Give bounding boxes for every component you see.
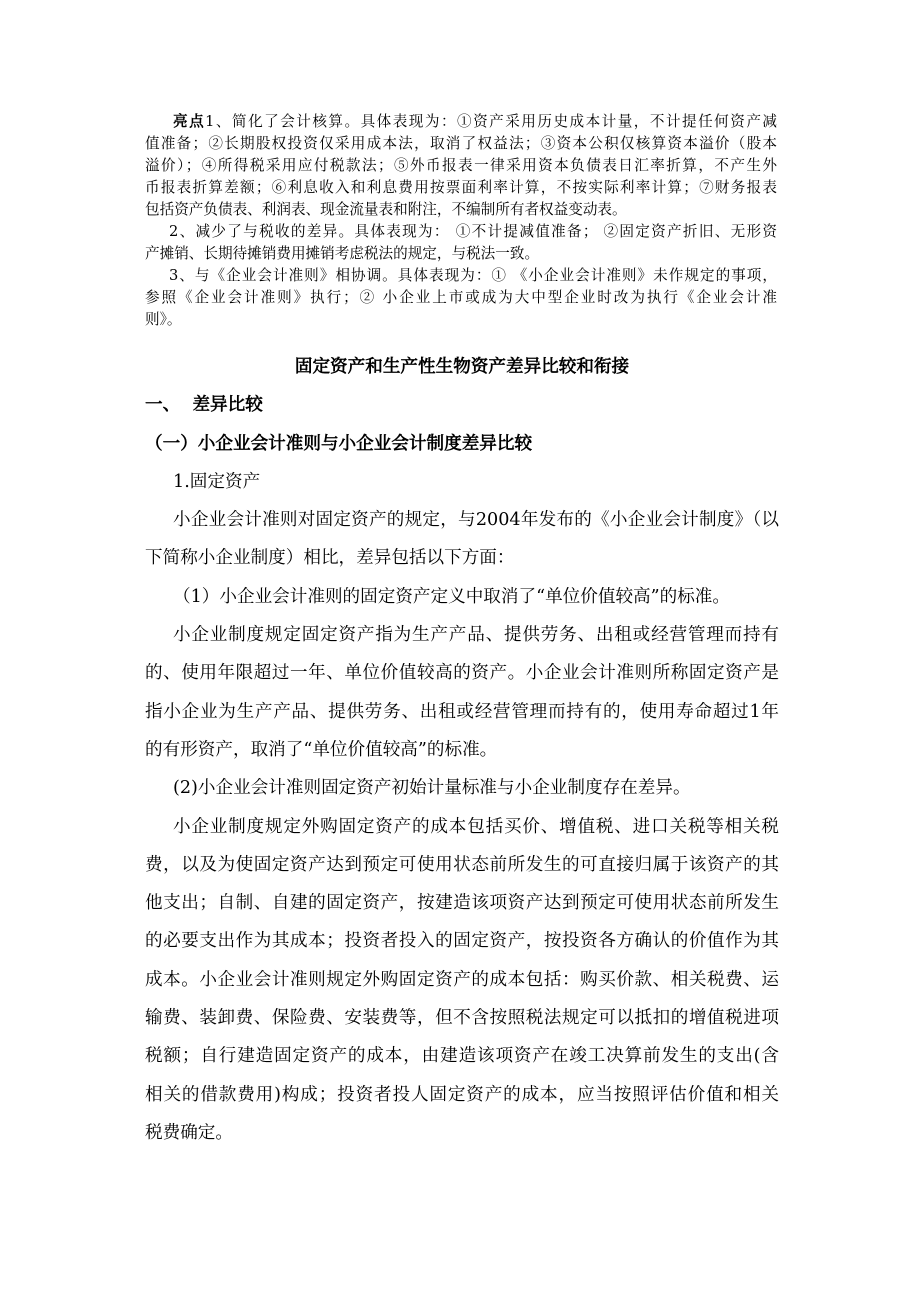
- paragraph-1: 小企业会计准则对固定资产的规定，与2004年发布的《小企业会计制度》（以 下简称小企业制度）相比，差异包括以下方面：: [145, 510, 779, 569]
- paragraph-3: 小企业制度规定外购固定资产的成本包括买价、增值税、进口关税等相关税 费，以及为使固定资产达到预定可使用状态前所发生的可直接归属于该资产的其 他支出；自制、自建的固定资产，按建造该项资产达到预定可使用状态前所发生 的必要支出作为其成本；投资者投入的固定资产，按投资各方确认的价值作为其 成本。小企业会计准则规定外购固定资产的成本包括：购买价款、相关税费、运 输费、装卸费、保险费、安装费等，但不含按照税法规定可以抵扣的增值税进项 税额；自行建造固定资产的成本，由建造该项资产在竣工决算前发生的支出(含 相关的借款费用)构成；投资者投人固定资产的成本，应当按照评估价值和相关 税费确定。: [145, 816, 779, 1143]
- highlight-paragraph-2: 2、减少了与税收的差异。具体表现为： ①不计提减值准备； ②固定资产折旧、无形资 产摊销、长期待摊销费用摊销考虑税法的规定，与税法一致。: [145, 223, 777, 262]
- highlights-section: [145, 111, 777, 331]
- highlight-paragraph-3: 3、与《企业会计准则》相协调。具体表现为：① 《小企业会计准则》未作规定的事项， 参照《企业会计准则》执行；② 小企业上市或成为大中型企业时改为执行《企业会计准 则》。: [145, 267, 777, 328]
- heading-2: （一）小企业会计准则与小企业会计制度差异比较: [145, 432, 533, 454]
- highlight-paragraph-1: 亮点1、简化了会计核算。具体表现为：①资产采用历史成本计量，不计提任何资产减 值准备；②长期股权投资仅采用成本法，取消了权益法；③资本公积仅核算资本溢价（股本 溢价）；④所得税采用应付税款法；⑤外币报表一律采用资本负债表日汇率折算，不产生外 币报表折算差额；⑥利息收入和利息费用按票面利率计算，不按实际利率计算；⑦财务报表 包括资产负债表、利润表、现金流量表和附注，不编制所有者权益变动表。: [145, 113, 777, 218]
- heading-3: 1.固定资产: [173, 471, 261, 492]
- fixed-assets-section: [145, 348, 779, 1152]
- highlight-label: 亮点: [173, 113, 206, 130]
- item-2: (2)小企业会计准则固定资产初始计量标准与小企业制度存在差异。: [173, 778, 691, 799]
- section-title: 固定资产和生产性生物资产差异比较和衔接: [294, 356, 630, 377]
- paragraph-2: 小企业制度规定固定资产指为生产产品、提供劳务、出租或经营管理而持有 的、使用年限超过一年、单位价值较高的资产。小企业会计准则所称固定资产是 指小企业为生产产品、提供劳务、出租或经营管理而持有的，使用寿命超过1年 的有形资产，取消了“单位价值较高”的标准。: [145, 625, 779, 760]
- item-1: （1）小企业会计准则的固定资产定义中取消了“单位价值较高”的标准。: [173, 586, 730, 607]
- heading-1: 一、 差异比较: [145, 394, 263, 416]
